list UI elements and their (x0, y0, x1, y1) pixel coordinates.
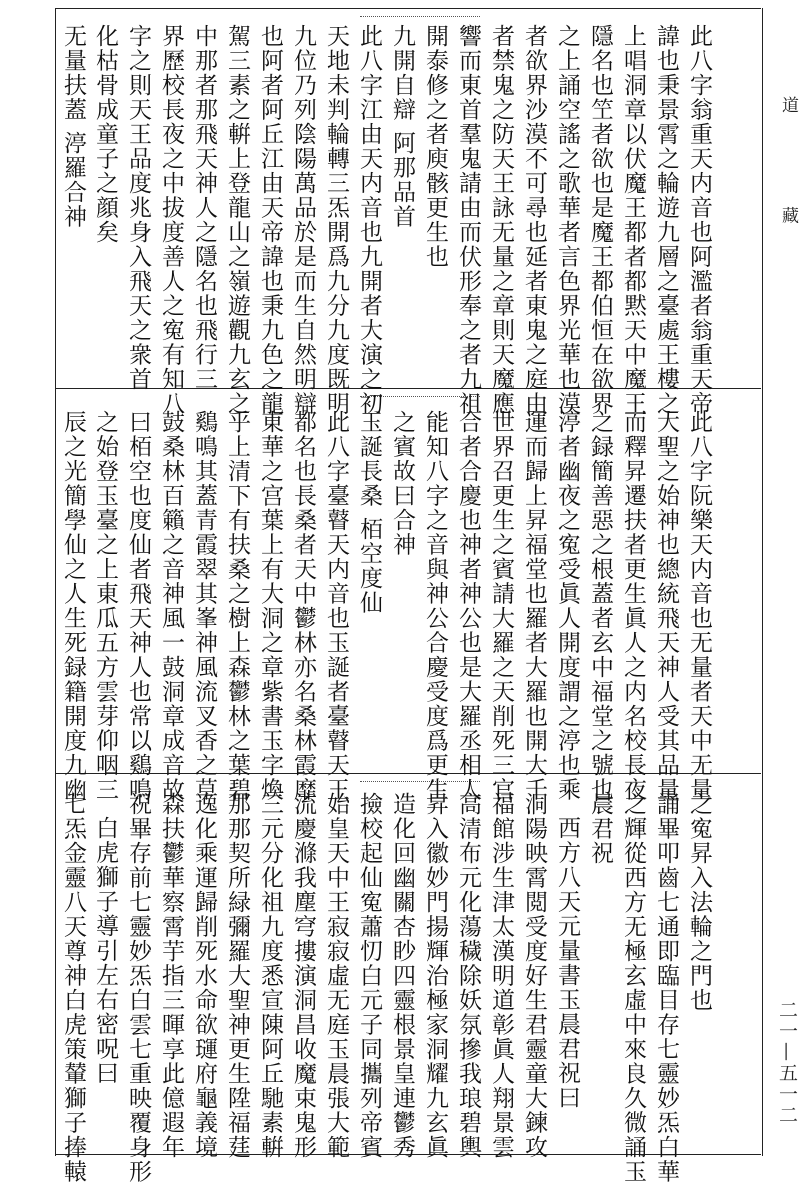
text-column: 世界召更生之賓請大羅之天削死三官 (488, 410, 514, 802)
top-rule (55, 8, 761, 9)
text-column: 大聖之始神也總統飛天神人受其品量 (653, 410, 679, 802)
margin-collection-title: 道 藏 (778, 96, 798, 268)
text-column: 渟者幽夜之寃受眞人開度謂之渟也乘 (554, 410, 580, 802)
text-column: 之始登玉臺之上東瓜五方雲芽仰咽三 (92, 410, 118, 802)
text-column: 鷄鳴其蓋青霞翠其峯神風流叉香之草 (191, 410, 217, 802)
text-column: 字之則天王品度兆身入飛天之衆首 (125, 24, 151, 392)
text-column: 駕三素之輧上登龍山之嶺遊觀九玄之 (224, 24, 250, 416)
text-column: 白虎獅子導引左右密呪曰 (92, 816, 118, 1086)
text-column: 之輝從西方无極玄虛中來良久微誦玉 (620, 792, 646, 1184)
text-column: 之上誦空謠之歌華者言色界光華也漠 (554, 24, 580, 416)
verse-column: 始皇天中王寂寂虛无庭玉晨張大範 (323, 792, 349, 1160)
text-column: 晨君祝 (587, 792, 613, 866)
text-column: 而釋昇遷扶者更生眞人之内名校長夜 (620, 410, 646, 802)
text-column: 七炁金靈八天尊神白虎策輦獅子捧轅 (60, 792, 86, 1184)
verse-column: 森扶鬱華察霄芋指三暉享此億遐年 (158, 792, 184, 1160)
section-heading: 无量扶蓋 渟羅合神 (60, 24, 86, 229)
text-column: 中那者那飛天神人之隱名也飛行三 (191, 24, 217, 392)
verse-column: 流慶滌我塵穹摟演洞昌收魔束鬼形 (290, 792, 316, 1160)
text-column: 化枯骨成童子之顔矣 (92, 24, 118, 245)
text-column: 界歷校長夜之中拔度善人之寃有知八 (158, 24, 184, 416)
text-column: 者禁鬼之防天王詠无量之章則天魔應 (488, 24, 514, 416)
text-column: 開泰修之者庾骸更生也 (422, 24, 448, 269)
text-column: 此八字翁重天内音也阿濫者翁重天帝 (686, 24, 712, 416)
text-panel-upper (60, 24, 712, 416)
verse-column: 撿校起仙寃蕭忉白元子同攜列帝賓 (356, 792, 382, 1160)
text-panel-lower (60, 792, 712, 1184)
margin-page-number: 二一—五一二 (776, 1000, 798, 1126)
text-column: 之録簡善惡之根蓋者玄中福堂之號也 (587, 410, 613, 802)
text-column: 此八字臺瞽天内音也玉誕者臺瞽天王 (323, 410, 349, 802)
text-column: 此八字阮樂天内音也无量者天中无量 (686, 410, 712, 802)
text-column: 響而東首羣鬼請由而伏形奉之者九祖 (455, 24, 481, 416)
text-column: 東華之宫葉上有大洞之章紫書玉字煥 (257, 410, 283, 802)
text-column: 都名也長桑者天中鬱林亦名桑林霞靡 (290, 410, 316, 802)
verse-column: 逸化乘運歸削死水命欲璭府龜義境 (191, 792, 217, 1160)
section-heading: 玉誕長桑 栢空度仙 (356, 410, 382, 615)
text-column: 之賓故曰合神 (389, 410, 415, 557)
text-column: 天地未判輪轉三炁開爲九分九度既明 (323, 24, 349, 416)
text-column: 能知八字之音與神公合慶受度爲更生 (422, 410, 448, 802)
section-heading: 西方八天元量書玉晨君祝曰 (554, 816, 580, 1110)
text-column: 上唱洞章以伏魔王都者都黙天中魔王 (620, 24, 646, 416)
text-column: 諱也秉景霄之輪遊九層之臺處王樓之 (653, 24, 679, 416)
text-column: 此八字江由天内音也九開者大演之初 (356, 24, 382, 416)
text-column: 隱名也笁者欲也是魔王都伯恒在欲界 (587, 24, 613, 416)
text-column: 合者合慶也神者神公也是大羅丞相人 (455, 410, 481, 802)
text-panel-middle (60, 410, 712, 802)
verse-column: 三元分化祖九度悉宣陳阿丘馳素輧 (257, 792, 283, 1160)
verse-column: 昇入徽妙門揚輝治極家洞耀九玄眞 (422, 792, 448, 1160)
dotted-separator-top (360, 16, 480, 17)
text-column: 乎上清下有扶桑之樹上森鬱林之葉碧 (224, 410, 250, 802)
text-column: 誦畢叩齒七通即臨目存七靈妙炁白華 (653, 792, 679, 1184)
verse-column: 那那契所緑彌羅大聖神更生陞福莛 (224, 792, 250, 1160)
text-column: 之寃昇入法輪之門也 (686, 792, 712, 1013)
text-column: 九位乃列陰陽萬品於是而生自然明辯 (290, 24, 316, 416)
verse-column: 福館涉生津太漢明道彰眞人翔景雲 (488, 792, 514, 1160)
text-column: 鼓桑林百籟之音神風一鼓洞章成音故 (158, 410, 184, 802)
text-column: 也阿者阿丘江由天帝諱也秉九色之龍 (257, 24, 283, 416)
verse-column: 造化回幽關杏眇四靈根景皇連鬱秀 (389, 792, 415, 1160)
verse-column: 洞陽映霄閲受度好生君靈童大鍊攻 (521, 792, 547, 1160)
text-column: 辰之光簡學仙之人生死録籍開度九幽 (60, 410, 86, 802)
verse-column: 高清布元化蕩穢除妖氛摻我琅碧輿 (455, 792, 481, 1160)
text-column: 者欲界沙漠不可尋也延者東鬼之庭由 (521, 24, 547, 416)
text-column: 運而歸上昇福堂也羅者大羅也開大千 (521, 410, 547, 802)
section-heading: 九開自辯 阿那品首 (389, 24, 415, 229)
text-column: 祝畢存前七靈妙炁白雲七重映覆身形 (125, 792, 151, 1184)
text-column: 曰栢空也度仙者飛天神人也常以鷄鳴 (125, 410, 151, 802)
